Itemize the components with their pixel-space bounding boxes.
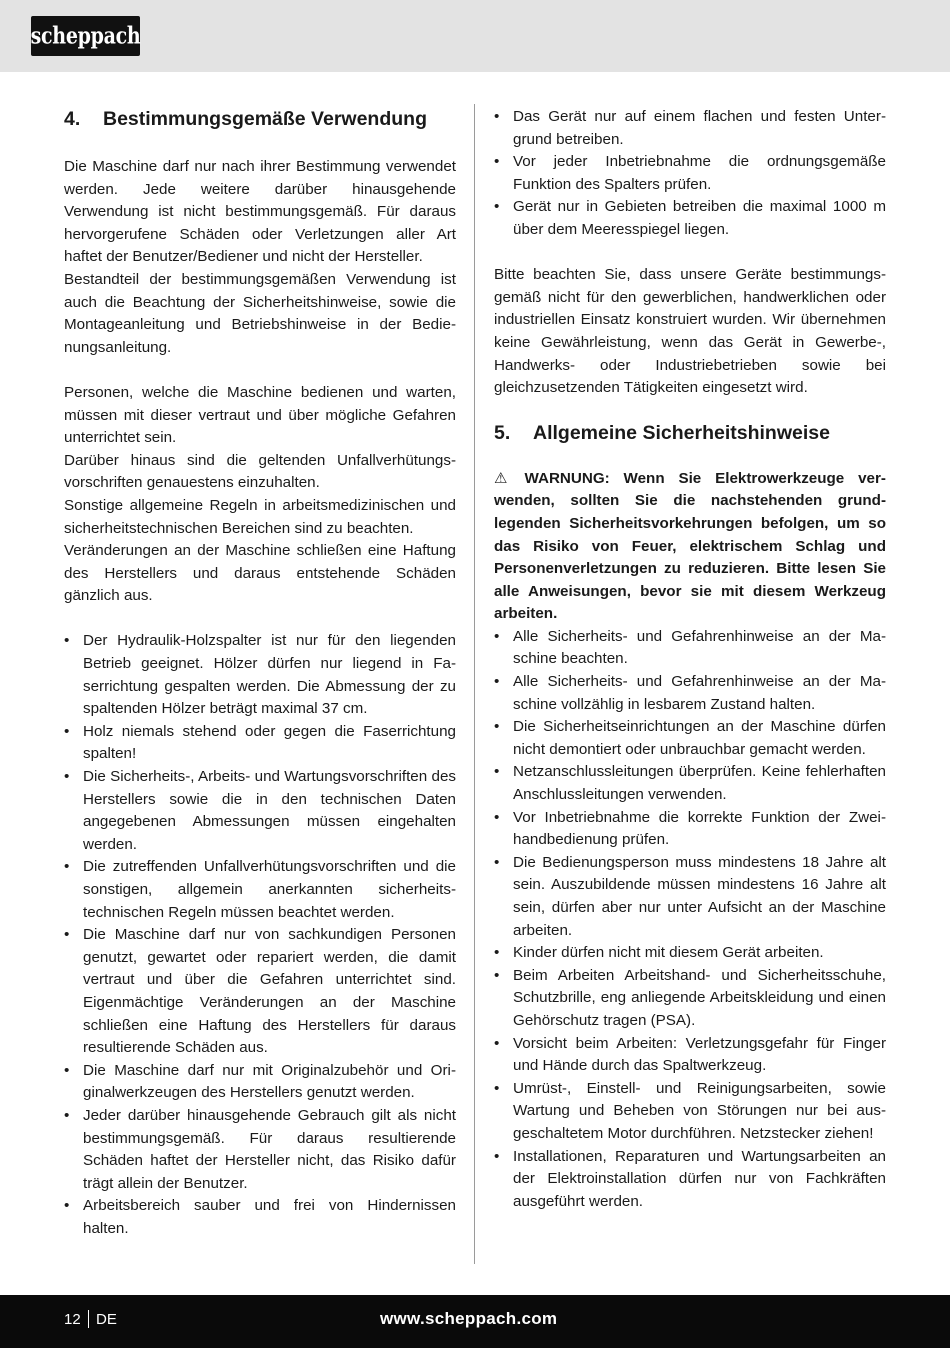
- safety-bullet-list: [494, 626, 886, 1213]
- list-item: • Die Sicherheitseinrichtungen an der Maschine dürfen nicht demontiert oder unbrauchbar gemacht werden.: [494, 716, 886, 761]
- list-item: • Netzanschlussleitungen überprüfen. Keine fehlerhaften Anschlussleitungen verwenden.: [494, 761, 886, 806]
- website-url: www.scheppach.com: [380, 1309, 558, 1328]
- usage-bullet-list-continued: [494, 106, 886, 242]
- list-item: • Alle Sicherheits- und Gefahrenhinweise an der Maschine vollzählig in lesbarem Zustand halten.: [494, 671, 886, 716]
- page-number: 12: [64, 1311, 81, 1328]
- list-item: • Installationen, Reparaturen und Wartungsarbeiten an der Elektroinstallation dürfen nur von Fachkräften ausgeführt werden.: [494, 1146, 886, 1214]
- language-code: DE: [96, 1311, 117, 1328]
- brand-logo: [31, 16, 140, 56]
- warning-block: [494, 468, 886, 626]
- list-item: • Die zutreffenden Unfallverhütungsvorschriften und die sonstigen, allgemein anerkannten sicherheitstechnischen Regeln müssen beachtet werden.: [64, 856, 456, 924]
- list-item: • Arbeitsbereich sauber und frei von Hindernissen halten.: [64, 1195, 456, 1240]
- list-item: • Vor Inbetriebnahme die korrekte Funktion der Zweihandbedienung prüfen.: [494, 807, 886, 852]
- warning-triangle-icon: ⚠: [494, 469, 508, 487]
- notice-paragraph: Bitte beachten Sie, dass unsere Geräte bestimmungsgemäß nicht für den gewerblichen, handwerklichen oder industriellen Einsatz konstruiert wurden. Wir übernehmen keine Gewährleistung, wenn das Gerät in Gewerbe-, Handwerks- oder Industriebetrieben sowie bei gleichzusetzenden Tätigkeiten eingesetzt wird.: [494, 266, 886, 397]
- column-divider: [474, 104, 475, 1264]
- warning-text: WARNUNG: Wenn Sie Elektrowerkzeuge verwenden, sollten Sie die nachstehenden grundlegenden Sicherheitsvorkehrungen befolgen, um so das Risiko von Feuer, elektrischem Schlag und Personenverletzungen zu reduzieren. Bitte lesen Sie alle Anweisungen, bevor sie mit diesem Werkzeug arbeiten.: [494, 469, 886, 623]
- page-footer: [0, 1295, 950, 1348]
- list-item: • Der Hydraulik-Holzspalter ist nur für den liegenden Betrieb geeignet. Hölzer dürfen nur liegend in Faserrichtung gespalten werden. Die Abmessung der zu spaltenden Hölzer beträgt maximal 37 cm.: [64, 630, 456, 720]
- usage-bullet-list: [64, 630, 456, 1240]
- list-item: • Beim Arbeiten Arbeitshand- und Sicherheitsschuhe, Schutzbrille, eng anliegende Arbeitskleidung und einen Gehörschutz tragen (PSA).: [494, 965, 886, 1033]
- list-item: • Die Maschine darf nur von sachkundigen Personen genutzt, gewartet oder repariert werden, die damit vertraut und über die Gefahren unterrichtet sind. Eigenmächtige Veränderungen an der Maschine schließen eine Haftung des Herstellers für daraus resultierende Schäden aus.: [64, 924, 456, 1060]
- section-4-title: Bestimmungsgemäße Verwendung: [103, 108, 427, 130]
- header-band: [0, 0, 950, 72]
- footer-separator: [88, 1310, 89, 1328]
- list-item: • Alle Sicherheits- und Gefahrenhinweise an der Maschine beachten.: [494, 626, 886, 671]
- section-5-number: 5.: [494, 421, 511, 444]
- left-column: [64, 106, 456, 1241]
- list-item: • Die Sicherheits-, Arbeits- und Wartungsvorschriften des Herstellers sowie die in den technischen Daten angegebenen Abmessungen müssen eingehalten werden.: [64, 766, 456, 856]
- list-item: • Vorsicht beim Arbeiten: Verletzungsgefahr für Finger und Hände durch das Spaltwerkzeug.: [494, 1033, 886, 1078]
- section-5-title: Allgemeine Sicherheitshinweise: [533, 421, 830, 444]
- paragraph: Darüber hinaus sind die geltenden Unfallverhütungsvorschriften genauestens einzuhalten.: [64, 451, 456, 492]
- list-item: • Die Maschine darf nur mit Originalzubehör und Originalwerkzeugen des Herstellers genutzt werden.: [64, 1060, 456, 1105]
- paragraph: Personen, welche die Maschine bedienen und warten, müssen mit dieser vertraut und über mögliche Gefahren unterrichtet sein.: [64, 383, 456, 447]
- list-item: • Holz niemals stehend oder gegen die Faserrichtung spalten!: [64, 721, 456, 766]
- paragraph: Die Maschine darf nur nach ihrer Bestimmung verwendet werden. Jede weitere darüber hinausgehende Verwendung ist nicht bestimmungsgemäß. Für daraus hervorgerufene Schäden oder Verletzungen aller Art haftet der Benutzer/Bediener und nicht der Hersteller.: [64, 158, 456, 266]
- list-item: • Kinder dürfen nicht mit diesem Gerät arbeiten.: [494, 942, 886, 965]
- list-item: • Jeder darüber hinausgehende Gebrauch gilt als nicht bestimmungsgemäß. Für daraus resultierende Schäden haftet der Hersteller nicht, das Risiko dafür trägt allein der Benutzer.: [64, 1105, 456, 1195]
- section-4-heading: [64, 106, 456, 132]
- list-item: • Umrüst-, Einstell- und Reinigungsarbeiten, sowie Wartung und Beheben von Störungen nur bei ausgeschaltetem Motor durchführen. Netzstecker ziehen!: [494, 1078, 886, 1146]
- list-item: • Das Gerät nur auf einem flachen und festen Untergrund betreiben.: [494, 106, 886, 151]
- logo-text: scheppach: [30, 22, 141, 50]
- section-5-heading: [494, 420, 886, 446]
- paragraph: Bestandteil der bestimmungsgemäßen Verwendung ist auch die Beachtung der Sicherheitshinweise, sowie die Montageanleitung und Betriebshinweise in der Bedienungsanleitung.: [64, 270, 456, 356]
- paragraph: Veränderungen an der Maschine schließen eine Haftung des Herstellers und daraus entstehende Schäden gänzlich aus.: [64, 542, 456, 605]
- list-item: • Vor jeder Inbetriebnahme die ordnungsgemäße Funktion des Spalters prüfen.: [494, 151, 886, 196]
- list-item: • Die Bedienungsperson muss mindestens 18 Jahre alt sein. Auszubildende müssen mindestens 16 Jahre alt sein, dürfen aber nur unter Aufsicht an der Maschine arbeiten.: [494, 852, 886, 942]
- list-item: • Gerät nur in Gebieten betreiben die maximal 1000 m über dem Meeresspiegel liegen.: [494, 196, 886, 241]
- section-4-number: 4.: [64, 108, 81, 130]
- paragraph: Sonstige allgemeine Regeln in arbeitsmedizinischen und sicherheitstechnischen Bereichen sind zu beachten.: [64, 496, 456, 537]
- right-column: [494, 106, 886, 1213]
